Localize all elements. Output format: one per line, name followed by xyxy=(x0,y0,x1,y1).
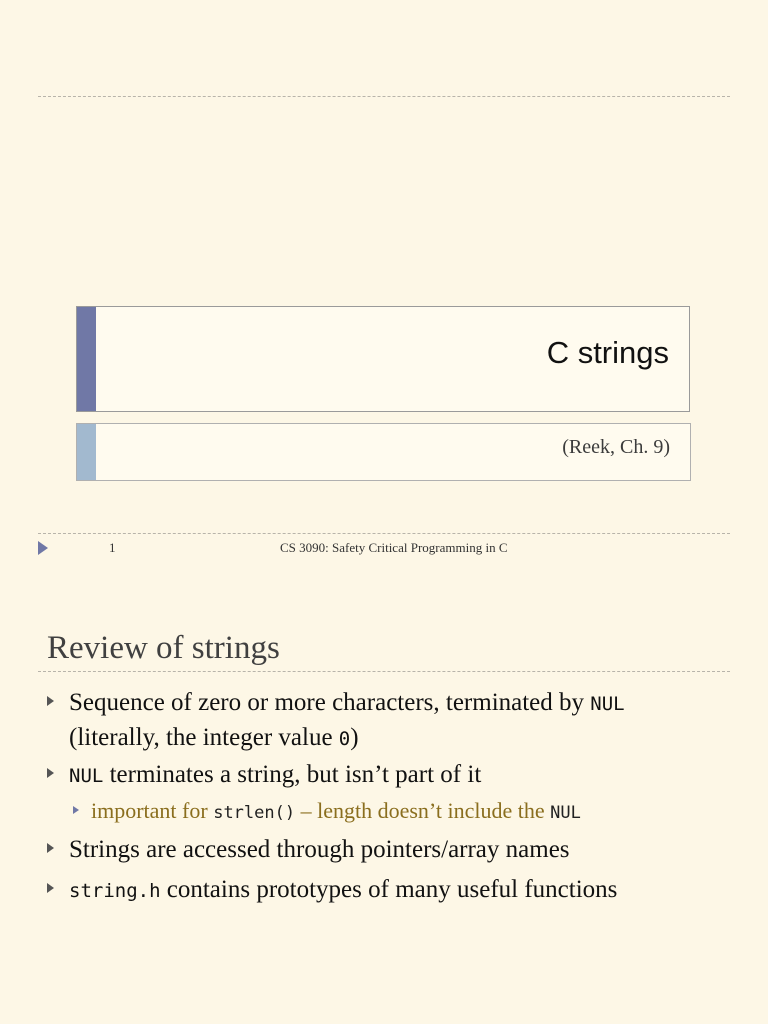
course-title: CS 3090: Safety Critical Programming in C xyxy=(280,540,508,555)
code-nul: NUL xyxy=(550,803,581,823)
heading-divider xyxy=(38,671,730,672)
slide-title: C strings xyxy=(546,335,669,370)
code-string-h: string.h xyxy=(69,880,161,902)
slide-subtitle: (Reek, Ch. 9) xyxy=(562,436,670,458)
subbullet-text: important for xyxy=(91,798,214,823)
bullet-text: contains prototypes of many useful functions xyxy=(160,876,618,903)
title-accent-bar xyxy=(77,307,96,411)
bullet-text: terminates a string, but isn’t part of it xyxy=(103,761,482,788)
bullet-arrow-icon xyxy=(47,843,54,853)
bullet-text: (literally, the integer value xyxy=(69,724,339,751)
code-strlen: strlen() xyxy=(213,803,296,823)
slide-heading: Review of strings xyxy=(47,630,280,666)
bullet-strings-accessed xyxy=(69,833,570,866)
subtitle-box xyxy=(76,423,691,481)
footer-divider xyxy=(38,533,730,534)
subbullet-arrow-icon xyxy=(73,806,79,814)
bullet-arrow-icon xyxy=(47,883,54,893)
bullet-text: Strings are accessed through pointers/array names xyxy=(69,836,570,863)
bullet-sequence xyxy=(69,686,625,756)
bullet-text: Sequence of zero or more characters, terminated by xyxy=(69,689,591,716)
bullet-nul-terminates xyxy=(69,758,481,793)
subbullet-text: – length doesn’t include the xyxy=(295,798,551,823)
code-nul: NUL xyxy=(69,765,104,787)
code-zero: 0 xyxy=(338,728,351,750)
subbullet-strlen xyxy=(91,796,581,828)
code-nul: NUL xyxy=(590,693,625,715)
top-divider xyxy=(38,96,730,97)
footer-triangle-icon xyxy=(38,541,48,555)
subtitle-accent-bar xyxy=(77,424,96,480)
title-box xyxy=(76,306,690,412)
bullet-arrow-icon xyxy=(47,696,54,706)
bullet-string-h xyxy=(69,873,617,908)
bullet-text: ) xyxy=(350,724,359,751)
bullet-arrow-icon xyxy=(47,768,54,778)
page-number: 1 xyxy=(109,540,116,555)
